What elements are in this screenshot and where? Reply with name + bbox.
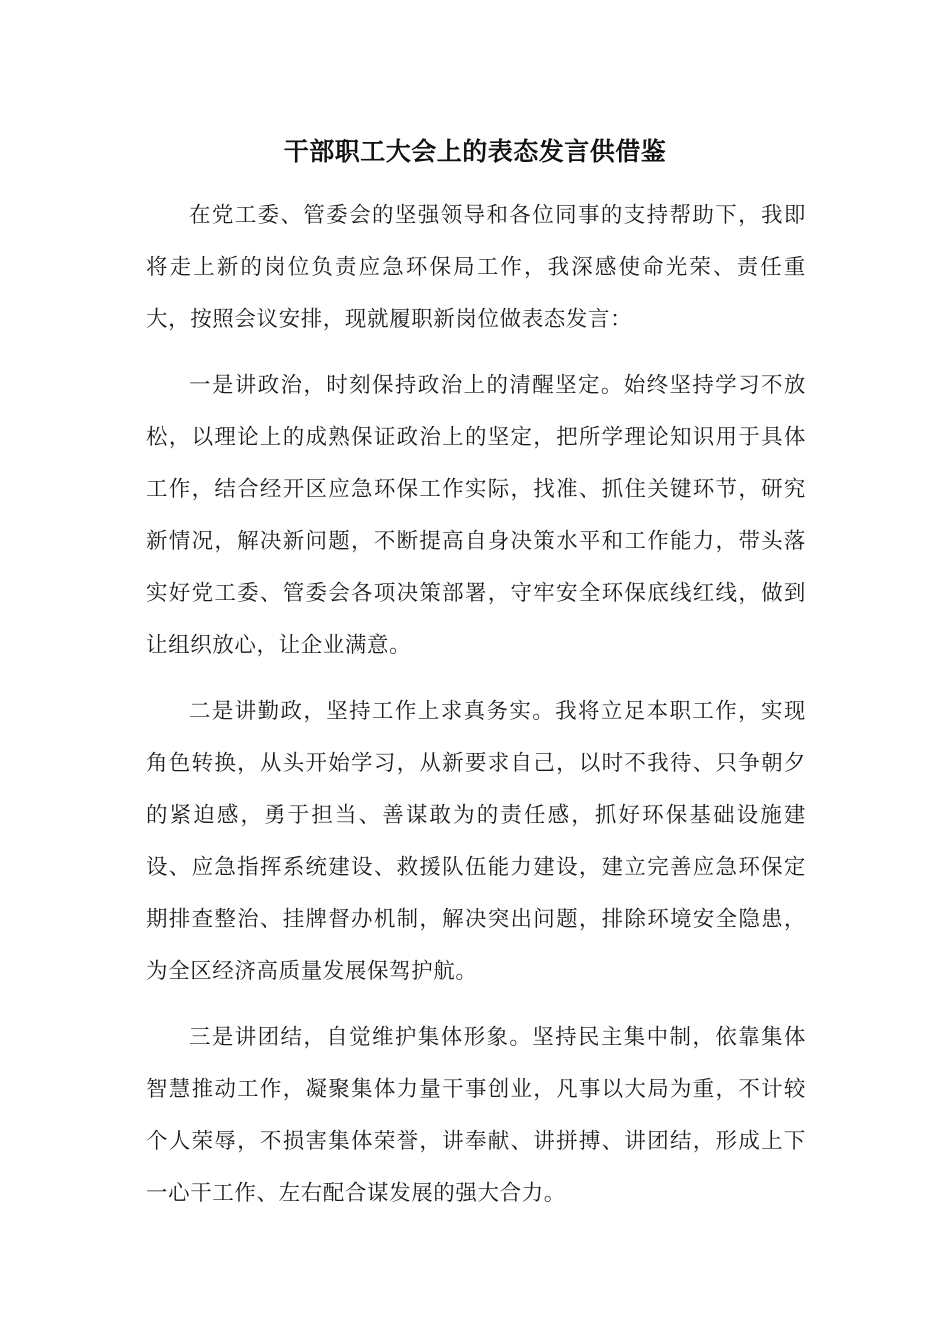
paragraph-diligence: 二是讲勤政，坚持工作上求真务实。我将立足本职工作，实现角色转换，从头开始学习，从新要求自己，以时不我待、只争朝夕的紧迫感，勇于担当、善谋敢为的责任感，抓好环保基础设施建设、应急指挥系统建设、救援队伍能力建设，建立完善应急环保定期排查整治、挂牌督办机制，解决突出问题，排除环境安全隐患，为全区经济高质量发展保驾护航。 — [146, 699, 806, 984]
paragraph-intro: 在党工委、管委会的坚强领导和各位同事的支持帮助下，我即将走上新的岗位负责应急环保局工作，我深感使命光荣、责任重大，按照会议安排，现就履职新岗位做表态发言： — [146, 203, 806, 332]
document-body — [146, 190, 806, 1234]
document-title: 干部职工大会上的表态发言供借鉴 — [283, 137, 667, 166]
paragraph-unity: 三是讲团结，自觉维护集体形象。坚持民主集中制，依靠集体智慧推动工作，凝聚集体力量干事创业，凡事以大局为重，不计较个人荣辱，不损害集体荣誉，讲奉献、讲拼搏、讲团结，形成上下一心干工作、左右配合谋发展的强大合力。 — [146, 1025, 806, 1206]
paragraph-politics: 一是讲政治，时刻保持政治上的清醒坚定。始终坚持学习不放松，以理论上的成熟保证政治上的坚定，把所学理论知识用于具体工作，结合经开区应急环保工作实际，找准、抓住关键环节，研究新情况，解决新问题，不断提高自身决策水平和工作能力，带头落实好党工委、管委会各项决策部署，守牢安全环保底线红线，做到让组织放心，让企业满意。 — [146, 373, 806, 658]
